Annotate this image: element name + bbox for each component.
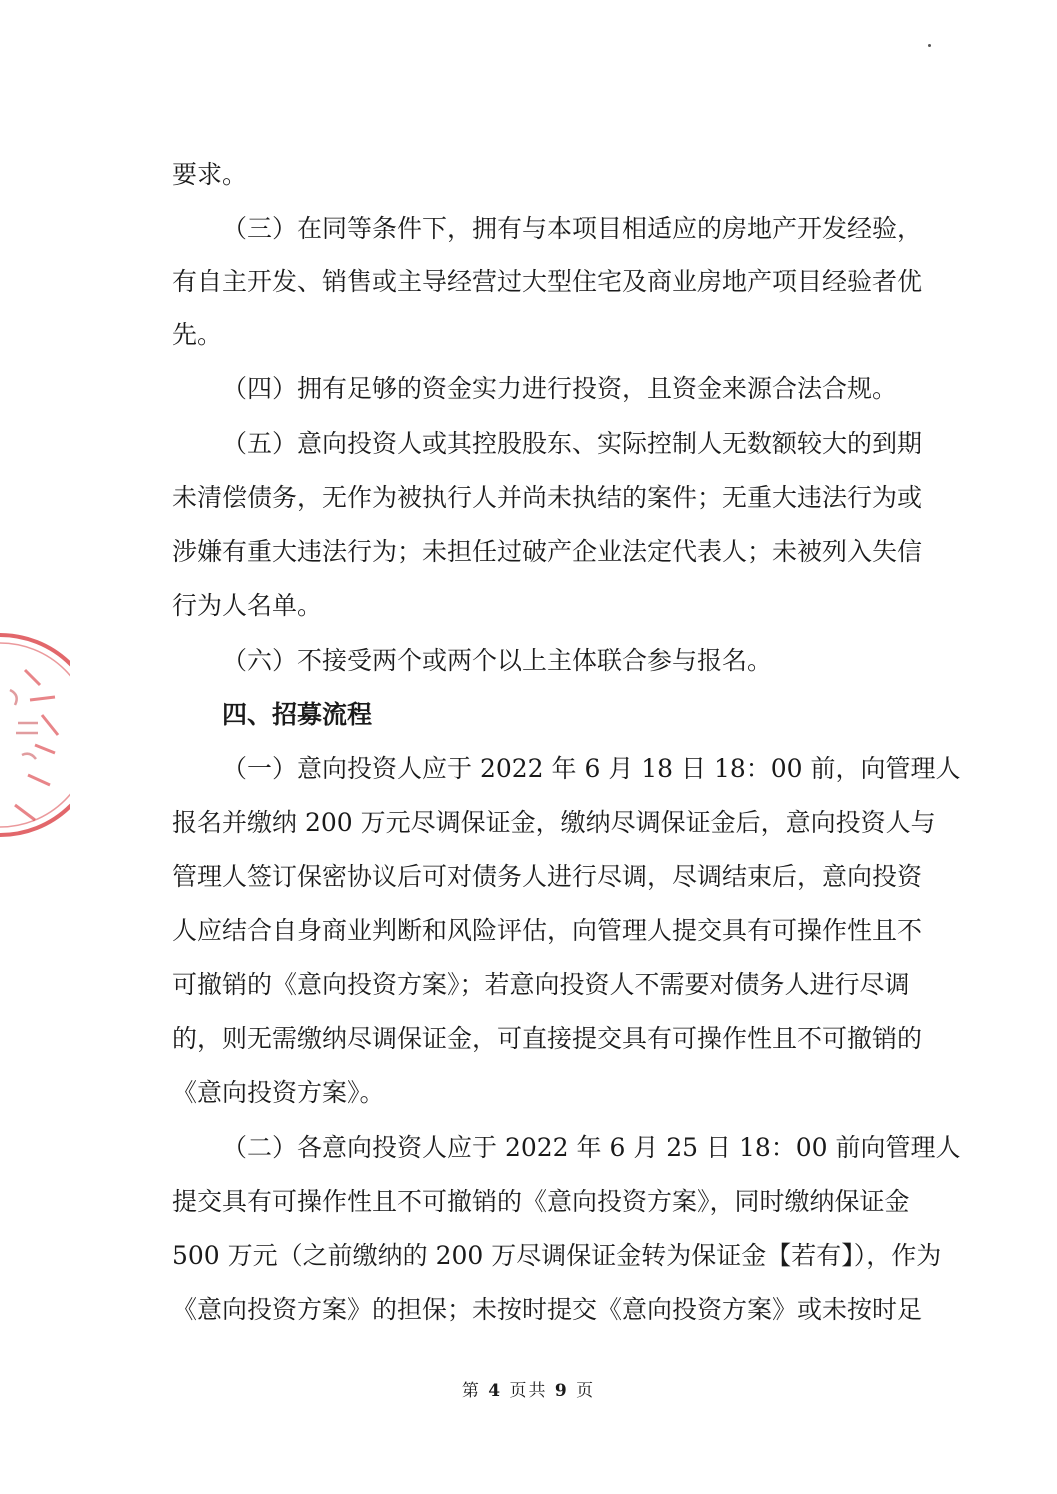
red-seal-stamp <box>0 615 70 855</box>
text-line: 管理人签订保密协议后可对债务人进行尽调，尽调结束后，意向投资 <box>172 862 923 891</box>
text-line: 涉嫌有重大违法行为；未担任过破产企业法定代表人；未被列入失信 <box>172 537 923 566</box>
footer-total-pages: 9 <box>554 1381 569 1401</box>
text-line: （六）不接受两个或两个以上主体联合参与报名。 <box>222 646 773 675</box>
text-line: 行为人名单。 <box>172 591 323 620</box>
scan-speck <box>928 44 931 47</box>
text-line: （一）意向投资人应于 2022 年 6 月 18 日 18：00 前，向管理人 <box>222 754 961 783</box>
text-line: 报名并缴纳 200 万元尽调保证金，缴纳尽调保证金后，意向投资人与 <box>172 808 936 837</box>
text-line: 可撤销的《意向投资方案》；若意向投资人不需要对债务人进行尽调 <box>172 970 910 999</box>
footer-suffix: 页 <box>576 1381 596 1401</box>
text-line: （二）各意向投资人应于 2022 年 6 月 25 日 18：00 前向管理人 <box>222 1133 961 1162</box>
text-line: （三）在同等条件下，拥有与本项目相适应的房地产开发经验， <box>222 214 923 243</box>
footer-page-number: 4 <box>488 1381 503 1401</box>
text-line: 要求。 <box>172 160 248 189</box>
text-line: 的，则无需缴纳尽调保证金，可直接提交具有可操作性且不可撤销的 <box>172 1024 923 1053</box>
section-heading: 四、招募流程 <box>222 700 373 729</box>
text-line: 先。 <box>172 320 223 349</box>
footer-prefix: 第 <box>461 1381 481 1401</box>
text-line: 《意向投资方案》的担保；未按时提交《意向投资方案》或未按时足 <box>172 1295 923 1324</box>
text-line: （五）意向投资人或其控股股东、实际控制人无数额较大的到期 <box>222 429 923 458</box>
text-line: （四）拥有足够的资金实力进行投资，且资金来源合法合规。 <box>222 374 898 403</box>
text-line: 《意向投资方案》。 <box>172 1078 385 1107</box>
text-line: 未清偿债务，无作为被执行人并尚未执结的案件；无重大违法行为或 <box>172 483 923 512</box>
text-line: 提交具有可操作性且不可撤销的《意向投资方案》，同时缴纳保证金 <box>172 1187 910 1216</box>
page-footer <box>0 1376 1057 1401</box>
text-line: 有自主开发、销售或主导经营过大型住宅及商业房地产项目经验者优 <box>172 267 923 296</box>
text-line: 500 万元（之前缴纳的 200 万尽调保证金转为保证金【若有】），作为 <box>172 1241 942 1270</box>
text-line: 人应结合自身商业判断和风险评估，向管理人提交具有可操作性且不 <box>172 916 923 945</box>
footer-middle: 页共 <box>509 1381 548 1401</box>
